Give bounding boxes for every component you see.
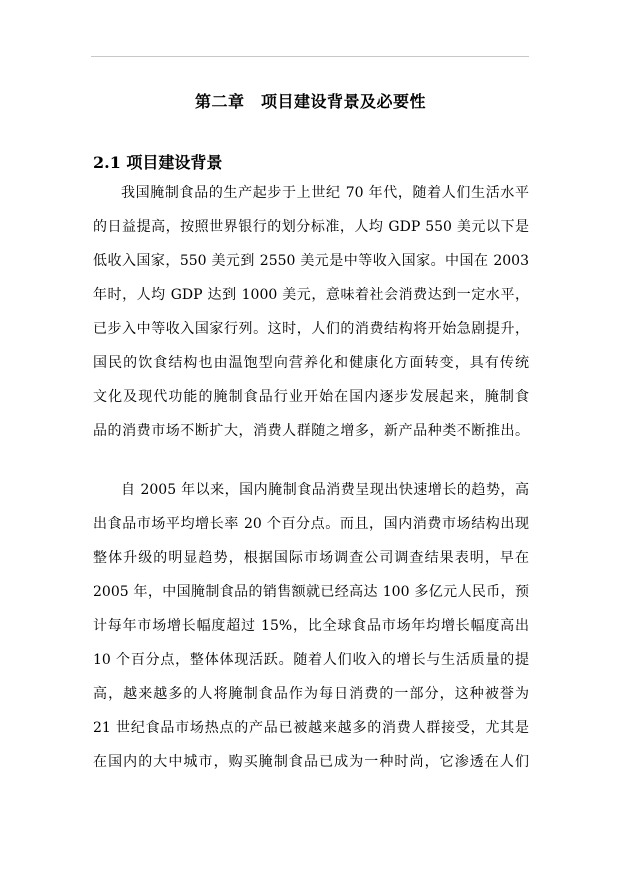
- paragraph-2-line: 整体升级的明显趋势，根据国际市场调查公司调查结果表明，早在: [93, 550, 529, 566]
- paragraph-2-line: 2005 年，中国腌制食品的销售额就已经高达 100 多亿元人民币，预: [93, 584, 529, 600]
- paragraph-1-line: 我国腌制食品的生产起步于上世纪 70 年代，随着人们生活水平: [121, 185, 529, 201]
- paragraph-1-line: 的日益提高，按照世界银行的划分标准，人均 GDP 550 美元以下是: [93, 219, 529, 235]
- paragraph-2-line: 出食品市场平均增长率 20 个百分点。而且，国内消费市场结构出现: [93, 516, 529, 532]
- paragraph-2-line: 高，越来越多的人将腌制食品作为每日消费的一部分，这种被誉为: [93, 686, 529, 702]
- paragraph-2-line: 自 2005 年以来，国内腌制食品消费呈现出快速增长的趋势，高: [121, 482, 529, 498]
- section-title: 2.1 项目建设背景: [93, 153, 223, 172]
- paragraph-2-line: 10 个百分点，整体体现活跃。随着人们收入的增长与生活质量的提: [93, 652, 529, 668]
- paragraph-1-line: 低收入国家，550 美元到 2550 美元是中等收入国家。中国在 2003: [93, 253, 529, 269]
- paragraph-1-line: 已步入中等收入国家行列。这时，人们的消费结构将开始急剧提升，: [93, 321, 529, 337]
- paragraph-2-line: 计每年市场增长幅度超过 15%，比全球食品市场年均增长幅度高出: [93, 618, 529, 634]
- paragraph-1-line: 国民的饮食结构也由温饱型向营养化和健康化方面转变，具有传统: [93, 355, 529, 371]
- chapter-title: 第二章 项目建设背景及必要性: [194, 92, 426, 111]
- paragraph-2-line: 在国内的大中城市，购买腌制食品已成为一种时尚，它渗透在人们: [93, 754, 529, 770]
- paragraph-1-line: 品的消费市场不断扩大，消费人群随之增多，新产品种类不断推出。: [93, 423, 529, 439]
- paragraph-2-line: 21 世纪食品市场热点的产品已被越来越多的消费人群接受，尤其是: [93, 720, 529, 736]
- header-rule: [91, 56, 529, 57]
- paragraph-1-line: 年时，人均 GDP 达到 1000 美元，意味着社会消费达到一定水平，: [93, 287, 529, 303]
- paragraph-1-line: 文化及现代功能的腌制食品行业开始在国内逐步发展起来，腌制食: [93, 389, 529, 405]
